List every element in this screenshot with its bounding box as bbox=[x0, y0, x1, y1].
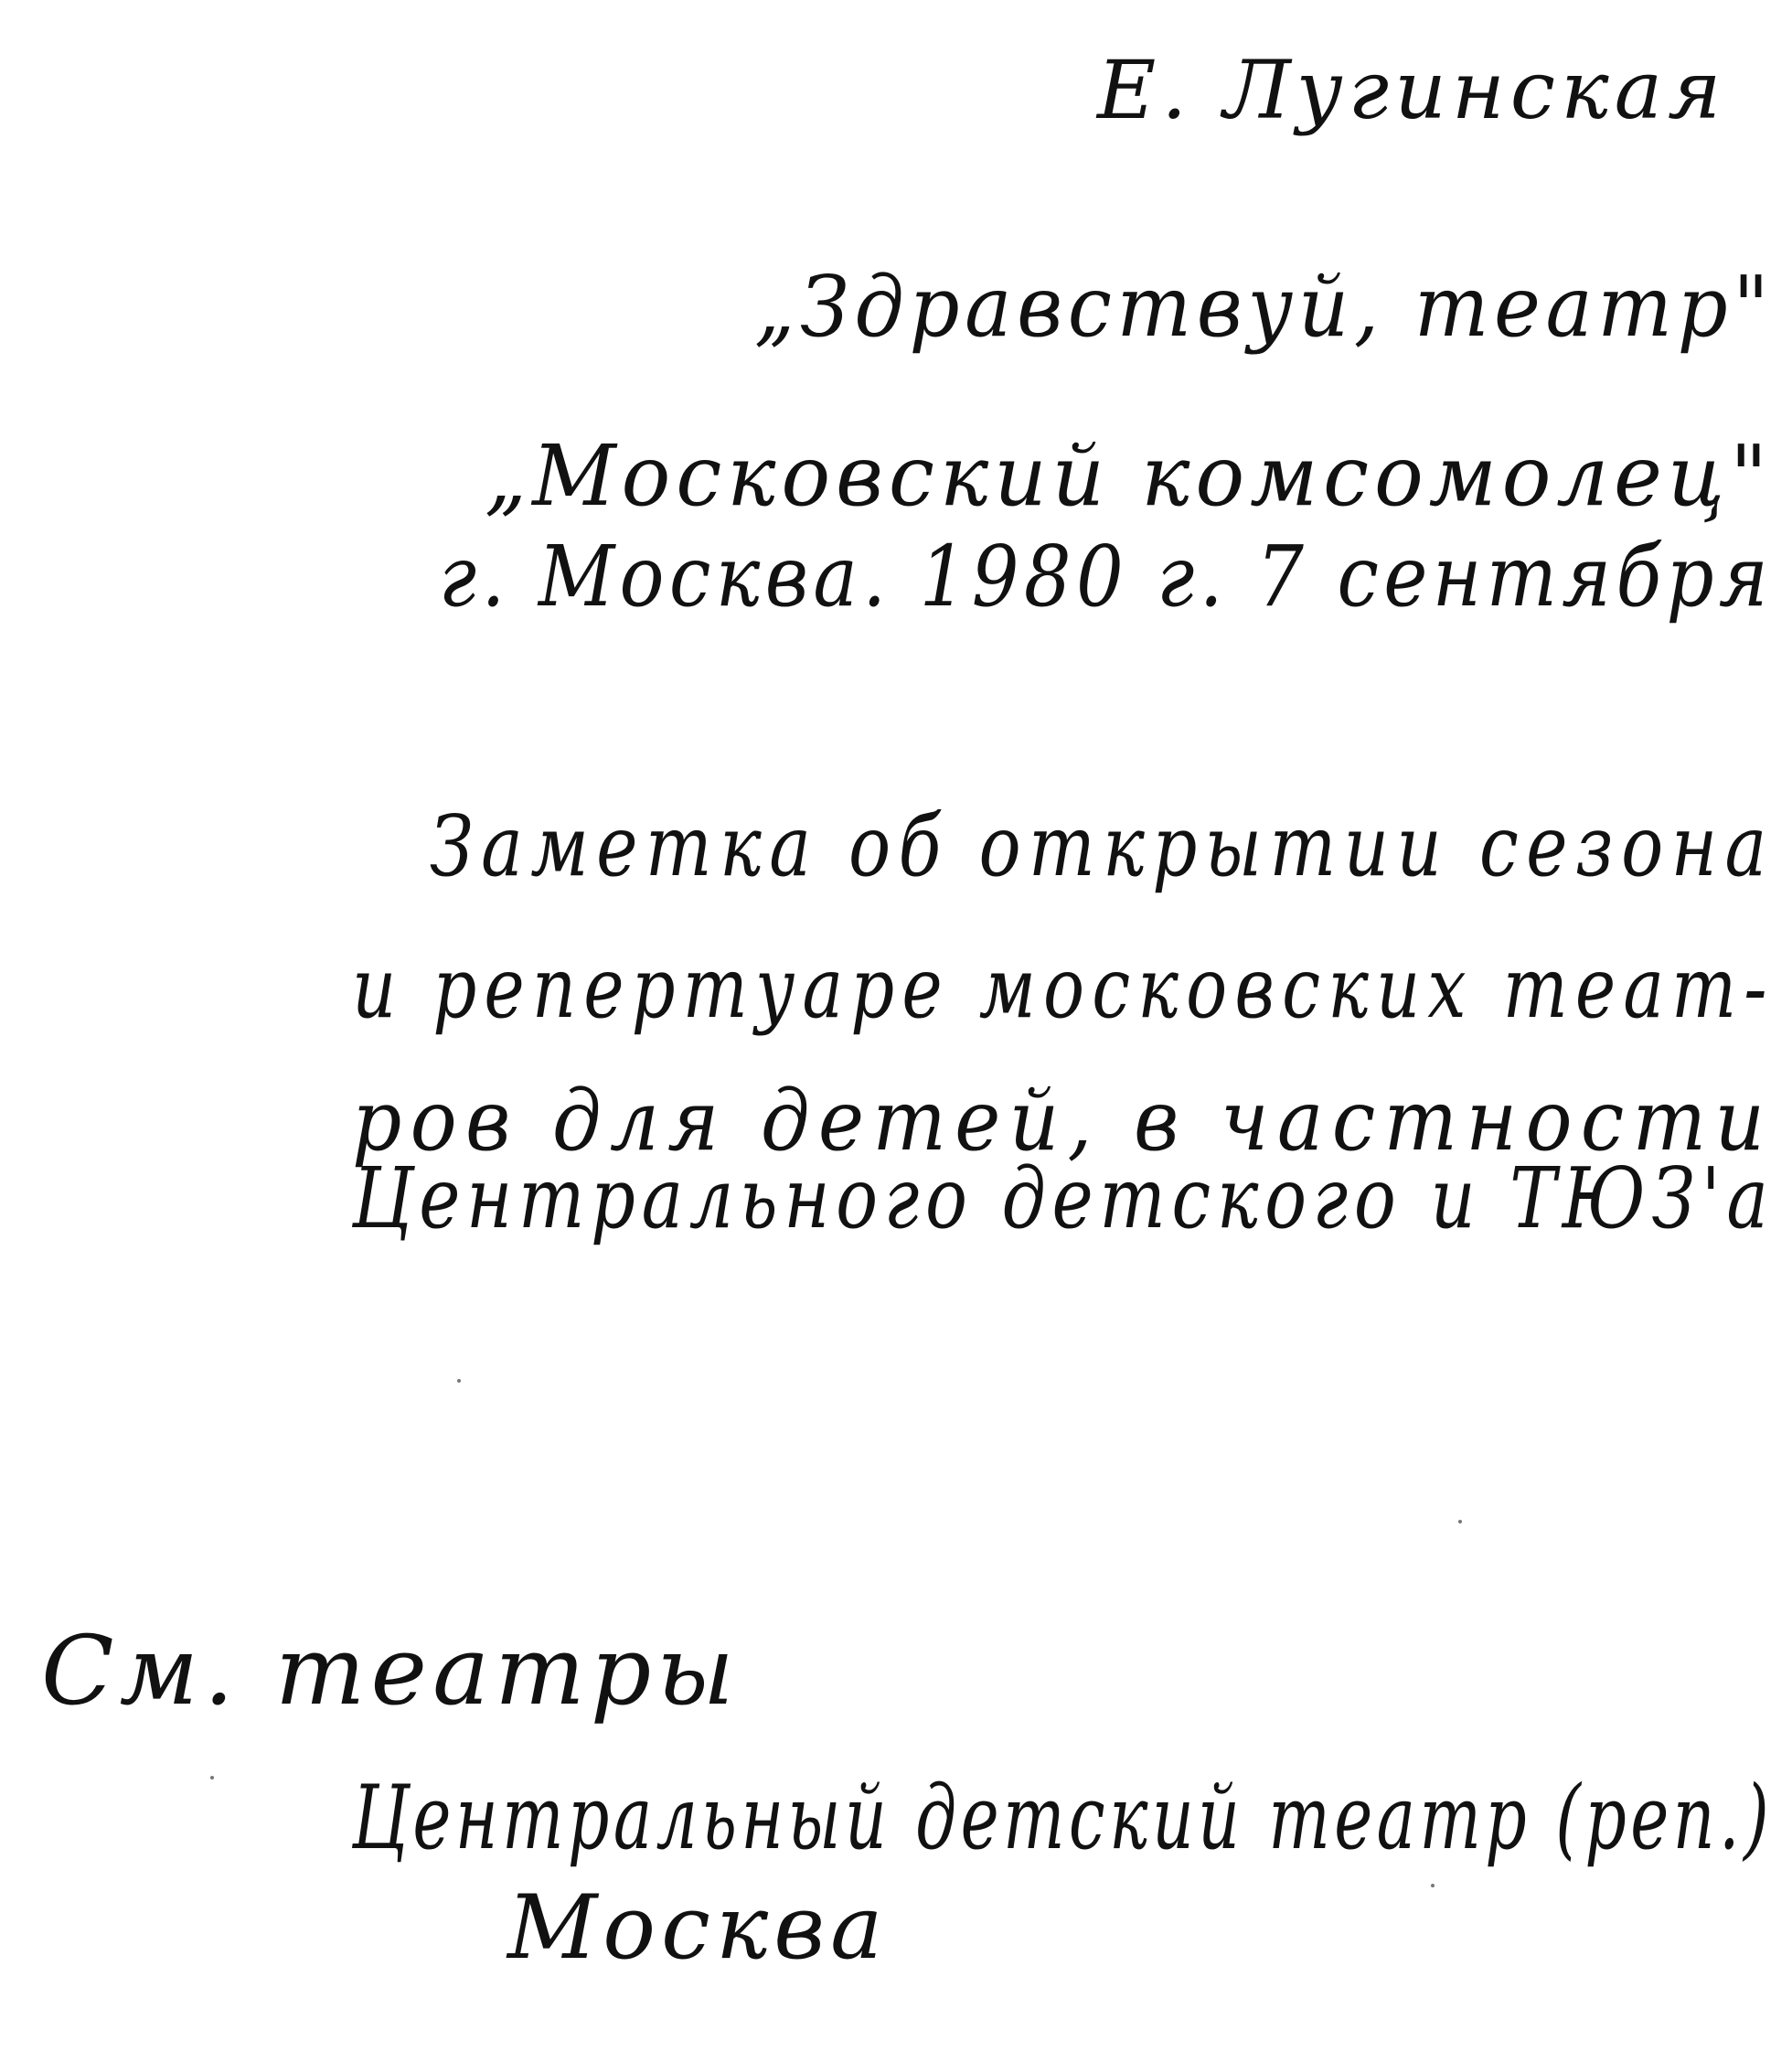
author-name: Е. Лугинская bbox=[1097, 43, 1727, 137]
scan-speck bbox=[210, 1776, 214, 1779]
publication-dateline: г. Москва. 1980 г. 7 сентября bbox=[439, 528, 1774, 625]
description-line: Центрального детского и ТЮЗ'а bbox=[352, 1149, 1775, 1247]
description-line: и репертуаре московских теат- bbox=[352, 939, 1775, 1037]
scan-speck bbox=[1431, 1884, 1435, 1887]
see-also-item: Центральный детский театр (реп.) bbox=[352, 1767, 1774, 1869]
article-title: „Здравствуй, театр" bbox=[754, 258, 1775, 356]
description-line: Заметка об открытии сезона bbox=[430, 797, 1775, 895]
see-also-label: См. театры bbox=[41, 1615, 740, 1726]
description-line: ров для детей, в частности bbox=[352, 1072, 1774, 1170]
scan-speck bbox=[457, 1379, 461, 1383]
see-also-item: Москва bbox=[507, 1876, 889, 1979]
newspaper-source: „Московский комсомолец" bbox=[485, 427, 1774, 525]
scan-speck bbox=[1458, 1520, 1462, 1523]
